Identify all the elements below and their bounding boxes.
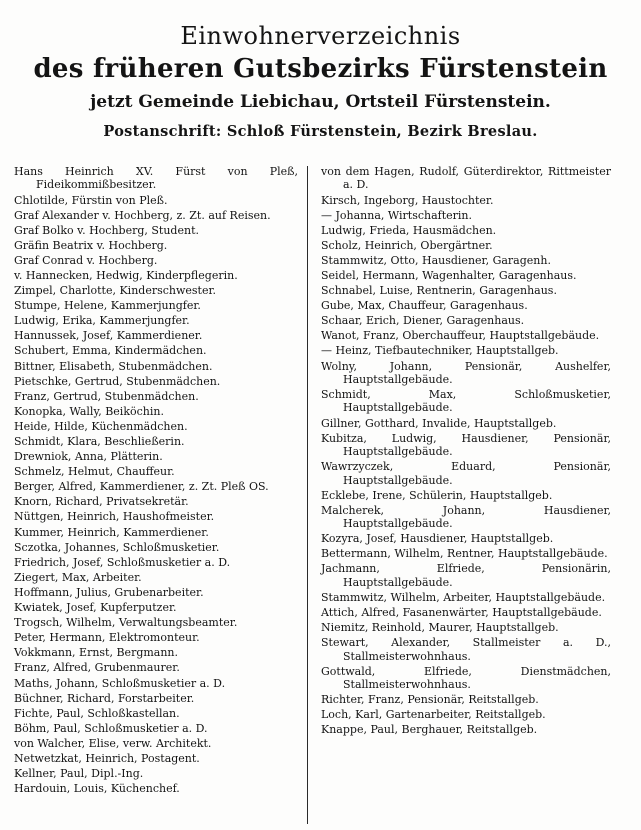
resident-entry: Netwetzkat, Heinrich, Postagent. xyxy=(14,751,200,765)
resident-entry: Jachmann, Elfriede, Pensionärin, Hauptstallgebäude. xyxy=(321,562,611,589)
resident-entry: Zimpel, Charlotte, Kinderschwester. xyxy=(14,284,217,298)
resident-entry: Schmelz, Helmut, Chauffeur. xyxy=(14,465,175,479)
resident-entry: Hannussek, Josef, Kammerdiener. xyxy=(14,329,203,343)
resident-entry: Ludwig, Erika, Kammerjungfer. xyxy=(14,314,190,328)
resident-entry: v. Hannecken, Hedwig, Kinderpflegerin. xyxy=(14,268,238,282)
resident-entry: Knappe, Paul, Berghauer, Reitstallgeb. xyxy=(321,723,538,737)
resident-entry: Hans Heinrich XV. Fürst von Pleß, Fideikommißbesitzer. xyxy=(14,165,298,192)
resident-entry: Graf Alexander v. Hochberg, z. Zt. auf Reisen. xyxy=(14,208,271,222)
resident-entry: Graf Bolko v. Hochberg, Student. xyxy=(14,223,199,237)
resident-entry: Loch, Karl, Gartenarbeiter, Reitstallgeb. xyxy=(321,708,546,722)
resident-entry: Ludwig, Frieda, Hausmädchen. xyxy=(321,223,497,237)
resident-entry: Berger, Alfred, Kammerdiener, z. Zt. Pleß OS. xyxy=(14,480,269,494)
resident-entry: Ecklebe, Irene, Schülerin, Hauptstallgeb. xyxy=(321,488,553,502)
resident-entry: Böhm, Paul, Schloßmusketier a. D. xyxy=(14,721,208,735)
resident-entry: Fichte, Paul, Schloßkastellan. xyxy=(14,706,180,720)
resident-entry: Konopka, Wally, Beiköchin. xyxy=(14,404,164,418)
resident-entry: Gräfin Beatrix v. Hochberg. xyxy=(14,238,168,252)
resident-entry: Kozyra, Josef, Hausdiener, Hauptstallgeb. xyxy=(321,532,554,546)
resident-entry: Büchner, Richard, Forstarbeiter. xyxy=(14,691,195,705)
resident-entry: Gottwald, Elfriede, Dienstmädchen, Stallmeisterwohnhaus. xyxy=(321,664,611,692)
resident-entry: Kubitza, Ludwig, Hausdiener, Pensionär, Hauptstallgebäude. xyxy=(321,431,611,459)
resident-entry: Franz, Gertrud, Stubenmädchen. xyxy=(14,389,199,403)
resident-entry: Malcherek, Johann, Hausdiener, Hauptstallgebäude. xyxy=(321,503,611,531)
resident-list-left-column xyxy=(14,165,298,797)
resident-entry: Wolny, Johann, Pensionär, Aushelfer, Hauptstallgebäude. xyxy=(321,359,611,386)
resident-entry: Hoffmann, Julius, Grubenarbeiter. xyxy=(14,585,204,599)
resident-entry: — Heinz, Tiefbautechniker, Hauptstallgeb. xyxy=(321,344,559,358)
document-title: Einwohnerverzeichnis xyxy=(180,22,461,50)
resident-entry: Nüttgen, Heinrich, Haushofmeister. xyxy=(14,510,215,524)
resident-entry: Schmidt, Klara, Beschließerin. xyxy=(14,435,185,448)
resident-entry: Stammwitz, Wilhelm, Arbeiter, Hauptstallgebäude. xyxy=(321,590,606,604)
resident-entry: Hardouin, Louis, Küchenchef. xyxy=(14,782,180,796)
resident-entry: Sczotka, Johannes, Schloßmusketier. xyxy=(14,540,220,554)
resident-entry: Heide, Hilde, Küchenmädchen. xyxy=(14,419,188,433)
resident-entry: von dem Hagen, Rudolf, Güterdirektor, Rittmeister a. D. xyxy=(321,165,611,192)
resident-entry: Gube, Max, Chauffeur, Garagenhaus. xyxy=(321,299,528,313)
resident-entry: Schubert, Emma, Kindermädchen. xyxy=(14,344,207,358)
resident-entry: Schnabel, Luise, Rentnerin, Garagenhaus. xyxy=(321,284,557,298)
resident-entry: von Walcher, Elise, verw. Architekt. xyxy=(14,736,212,750)
resident-entry: Chlotilde, Fürstin von Pleß. xyxy=(14,193,168,207)
resident-entry: Richter, Franz, Pensionär, Reitstallgeb. xyxy=(321,693,539,707)
resident-entry: Kummer, Heinrich, Kammerdiener. xyxy=(14,525,209,539)
resident-entry: Kwiatek, Josef, Kupferputzer. xyxy=(14,601,177,615)
municipality-line: jetzt Gemeinde Liebichau, Ortsteil Fürstenstein. xyxy=(90,92,551,112)
document-subtitle: des früheren Gutsbezirks Fürstenstein xyxy=(33,54,608,84)
resident-entry: Drewniok, Anna, Plätterin. xyxy=(14,450,163,464)
resident-entry: Wawrzyczek, Eduard, Pensionär, Hauptstallgebäude. xyxy=(321,460,611,487)
resident-entry: Kirsch, Ingeborg, Haustochter. xyxy=(321,193,494,207)
resident-entry: — Johanna, Wirtschafterin. xyxy=(321,208,473,222)
resident-list-right-column xyxy=(321,165,611,738)
resident-entry: Ziegert, Max, Arbeiter. xyxy=(14,570,142,584)
resident-entry: Maths, Johann, Schloßmusketier a. D. xyxy=(14,676,226,690)
resident-entry: Stammwitz, Otto, Hausdiener, Garagenh. xyxy=(321,253,551,267)
resident-entry: Scholz, Heinrich, Obergärtner. xyxy=(321,238,493,252)
resident-entry: Wanot, Franz, Oberchauffeur, Hauptstallgebäude. xyxy=(321,329,600,343)
resident-entry: Stewart, Alexander, Stallmeister a. D., Stallmeisterwohnhaus. xyxy=(321,636,611,663)
resident-entry: Friedrich, Josef, Schloßmusketier a. D. xyxy=(14,555,231,569)
resident-entry: Peter, Hermann, Elektromonteur. xyxy=(14,631,200,645)
resident-entry: Knorn, Richard, Privatsekretär. xyxy=(14,495,189,509)
resident-entry: Gillner, Gotthard, Invalide, Hauptstallgeb. xyxy=(321,416,557,430)
resident-entry: Schmidt, Max, Schloßmusketier, Hauptstallgebäude. xyxy=(321,388,611,415)
resident-entry: Seidel, Hermann, Wagenhalter, Garagenhaus. xyxy=(321,268,577,282)
resident-entry: Pietschke, Gertrud, Stubenmädchen. xyxy=(14,374,221,388)
resident-entry: Vokkmann, Ernst, Bergmann. xyxy=(14,646,179,660)
resident-entry: Niemitz, Reinhold, Maurer, Hauptstallgeb. xyxy=(321,621,559,635)
resident-entry: Franz, Alfred, Grubenmaurer. xyxy=(14,661,180,675)
resident-entry: Attich, Alfred, Fasanenwärter, Hauptstallgebäude. xyxy=(321,606,602,619)
postal-address: Postanschrift: Schloß Fürstenstein, Bezirk Breslau. xyxy=(103,123,538,140)
resident-entry: Kellner, Paul, Dipl.-Ing. xyxy=(14,767,144,781)
resident-entry: Stumpe, Helene, Kammerjungfer. xyxy=(14,299,201,313)
column-divider xyxy=(307,166,308,824)
resident-entry: Trogsch, Wilhelm, Verwaltungsbeamter. xyxy=(14,616,238,630)
resident-entry: Graf Conrad v. Hochberg. xyxy=(14,253,158,267)
resident-entry: Schaar, Erich, Diener, Garagenhaus. xyxy=(321,314,525,328)
resident-entry: Bettermann, Wilhelm, Rentner, Hauptstallgebäude. xyxy=(321,547,608,561)
resident-entry: Bittner, Elisabeth, Stubenmädchen. xyxy=(14,359,213,373)
